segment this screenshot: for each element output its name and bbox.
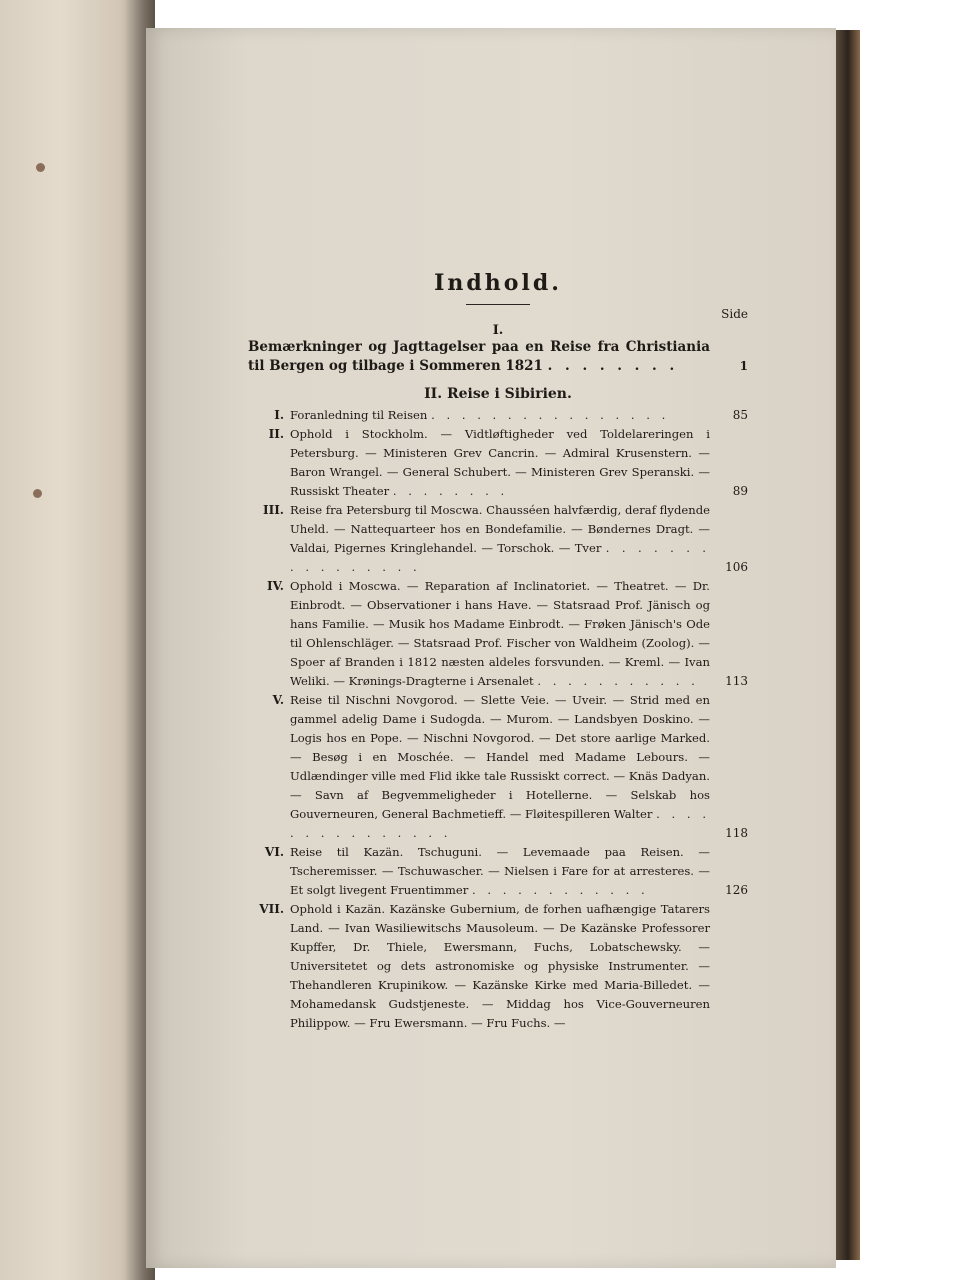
- chapter-title: Reise til Nischni Novgorod. — Slette Veie. — Uveir. — Strid med en gammel adelig Dame i Sudogda. — Murom. — Landsbyen Doskino. — Logis hos en Pope. — Nischni Novgorod. — Det store aarlige Marked. — Besøg i en Moschée. — Handel med Madame Lebours. — Udlændinger ville med Flid ikke tale Russiskt correct. — Knäs Dadyan. — Savn af Begvemmeligheder i Hotellerne. — Selskab hos Gouverneuren, General Bachmetieff. — Fløitespilleren Walter: [290, 693, 710, 821]
- leader-dots: . . . . . . . . . . .: [537, 674, 699, 688]
- part1-entry: [248, 338, 748, 376]
- chapter-title: Ophold i Moscwa. — Reparation af Inclinatoriet. — Theatret. — Dr. Einbrodt. — Observationer i hans Have. — Statsraad Prof. Jänisch og hans Familie. — Musik hos Madame Einbrodt. — Frøken Jänisch's Ode til Ohlenschläger. — Statsraad Prof. Fischer von Waldheim (Zoolog). — Spoer af Branden i 1812 næsten aldeles forsvunden. — Kreml. — Ivan Weliki. — Krønings-Dragterne i Arsenalet: [290, 579, 710, 688]
- heading-rule: [466, 304, 530, 305]
- chapter-page: 113: [725, 674, 748, 688]
- chapter-page: 106: [725, 560, 748, 574]
- toc-entry: [248, 900, 748, 1033]
- chapter-numeral: VII.: [259, 902, 284, 916]
- table-of-contents: [248, 270, 748, 1033]
- chapter-title: Foranledning til Reisen: [290, 408, 428, 422]
- leader-dots: . . . . . . . . . . . . . . . .: [431, 408, 670, 422]
- chapter-numeral: III.: [262, 503, 284, 517]
- toc-entry: [248, 501, 748, 577]
- chapter-numeral: II.: [268, 427, 284, 441]
- part1-numeral: I.: [492, 323, 504, 338]
- toc-entry: [248, 843, 748, 900]
- chapter-title: Ophold i Stockholm. — Vidtløftigheder ved Toldelareringen i Petersburg. — Ministeren Grev Cancrin. — Admiral Krusenstern. — Baron Wrangel. — General Schubert. — Ministeren Grev Speranski. — Russiskt Theater: [290, 427, 710, 498]
- part1-page: 1: [739, 359, 748, 373]
- chapter-page: 85: [732, 408, 748, 422]
- toc-entry: [248, 406, 748, 425]
- leader-dots: . . . . . . . . . . . .: [471, 883, 649, 897]
- leader-dots: . . . . . . . .: [547, 358, 679, 374]
- chapter-numeral: V.: [272, 693, 284, 707]
- side-column-label: Side: [721, 307, 748, 321]
- leader-dots: . . . . . . . . . . . . . . . .: [290, 541, 710, 574]
- chapter-list: [248, 406, 748, 1033]
- leader-dots: . . . . . . . . . . . . . . .: [290, 807, 711, 840]
- foxing-spot: [36, 163, 45, 172]
- chapter-numeral: IV.: [266, 579, 284, 593]
- chapter-page: 89: [732, 484, 748, 498]
- chapter-title: Ophold i Kazän. Kazänske Gubernium, de forhen uafhængige Tatarers Land. — Ivan Wasiliewitschs Mausoleum. — De Kazänske Professorer Kupffer, Dr. Thiele, Ewersmann, Fuchs, Lobatschewsky. — Universitetet og dets astronomiske og physiske Instrumenter. — Thehandleren Krupinikow. — Kazänske Kirke med Maria-Billedet. — Mohamedansk Gudstjeneste. — Middag hos Vice-Gouverneuren Philippow. — Fru Ewersmann. — Fru Fuchs. —: [290, 902, 710, 1030]
- chapter-numeral: VI.: [264, 845, 284, 859]
- chapter-numeral: I.: [274, 408, 284, 422]
- leader-dots: . . . . . . . .: [392, 484, 509, 498]
- chapter-title: Reise fra Petersburg til Moscwa. Chausséen halvfærdig, deraf flydende Uheld. — Nattequarteer hos en Bondefamilie. — Bøndernes Dragt. — Valdai, Pigernes Kringlehandel. — Torschok. — Tver: [290, 503, 710, 555]
- chapter-page: 126: [725, 883, 748, 897]
- toc-entry: [248, 577, 748, 691]
- toc-heading: Indhold.: [434, 270, 562, 296]
- chapter-title: Reise til Kazän. Tschuguni. — Levemaade paa Reisen. — Tscheremisser. — Tschuwascher. — Nielsen i Fare for at arresteres. — Et solgt livegent Fruentimmer: [290, 845, 710, 897]
- foxing-spot: [33, 489, 42, 498]
- part1-title: Bemærkninger og Jagttagelser paa en Reise fra Christiania til Bergen og tilbage i Sommeren 1821: [248, 339, 710, 374]
- toc-entry: [248, 425, 748, 501]
- part2-heading: II. Reise i Sibirien.: [424, 386, 572, 402]
- cover-edge: [836, 30, 860, 1260]
- chapter-page: 118: [725, 826, 748, 840]
- toc-entry: [248, 691, 748, 843]
